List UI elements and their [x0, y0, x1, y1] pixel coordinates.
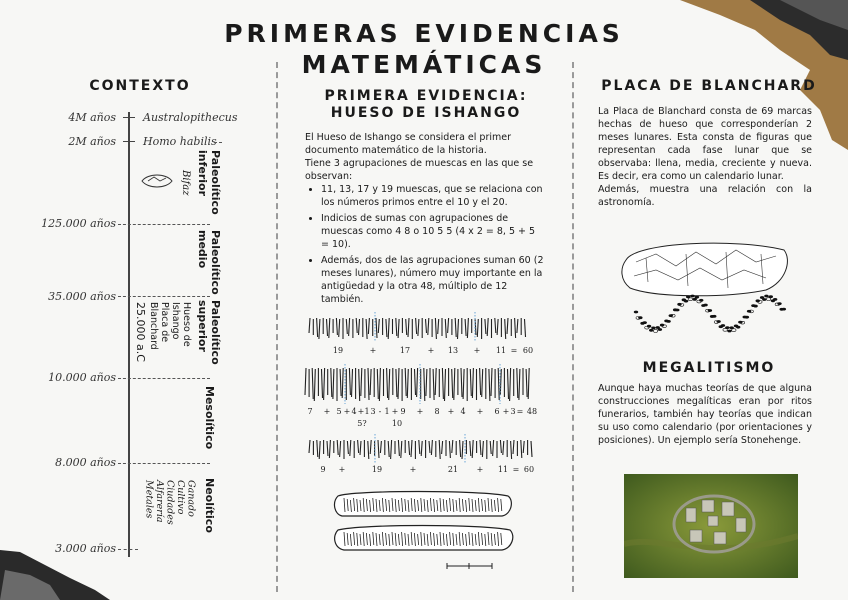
row2-number: 1: [384, 407, 390, 416]
plate-mark: [732, 329, 736, 332]
row1-total: 60: [522, 346, 534, 355]
notch-mark: [470, 369, 471, 396]
timeline-dash: [118, 378, 210, 379]
row2-plus: +: [357, 407, 365, 416]
plate-mark: [736, 326, 740, 329]
row2-equals: =: [516, 407, 524, 416]
blanchard-paragraph: La Placa de Blanchard consta de 69 marcas hechas de hueso que corresponderían 2 meses lunares. Esta consta de figuras que representan cada fase lunar que se observaba: llena, media, creciente y nueva. Es decir, era como un calendario lunar.: [598, 106, 812, 182]
notch-mark: [368, 368, 369, 400]
notch-mark: [531, 441, 532, 457]
notch-mark: [445, 369, 446, 401]
notch-mark: [460, 440, 461, 457]
notch-mark: [349, 368, 350, 395]
notch-mark: [487, 318, 488, 336]
notch-mark: [352, 369, 353, 397]
blanchard-text: [598, 105, 812, 209]
row3-number: 19: [371, 465, 383, 474]
plate-mark: [716, 320, 720, 323]
row1-plus: +: [473, 346, 481, 355]
row3-plus: +: [476, 465, 484, 474]
notch-mark: [340, 369, 341, 396]
row2-plus: +: [416, 407, 424, 416]
timeline-axis: [128, 112, 130, 557]
notch-mark: [503, 441, 504, 455]
ishango-notches-illustration: [300, 312, 550, 482]
page-title-line1: PRIMERAS EVIDENCIAS: [224, 19, 624, 48]
plate-mark: [634, 311, 638, 314]
notch-mark: [319, 319, 320, 339]
row1-equals: =: [510, 346, 518, 355]
column-separator-left: [276, 62, 278, 592]
ishango-heading: [288, 88, 564, 122]
notch-mark: [467, 318, 468, 338]
timeline-label-8000: 8.000 años: [55, 456, 116, 469]
notch-mark: [472, 440, 473, 458]
note-neolitico-items: Ganado Cultivo Ciudades Alfarería Metales: [143, 480, 197, 525]
note-superior-date: 25.000 a.C: [134, 302, 147, 362]
notch-mark: [368, 441, 369, 459]
notch-mark: [507, 318, 508, 334]
list-item: • 11, 13, 17 y 19 muescas, que se relaciona con los números primos entre el 10 y el 20.: [321, 183, 545, 209]
period-paleolitico-medio: Paleolítico medio: [196, 230, 222, 295]
period-paleolitico-inferior: Paleolítico inferior: [196, 150, 222, 215]
row1-number: 19: [332, 346, 344, 355]
row1-plus: +: [369, 346, 377, 355]
notch-mark: [438, 319, 439, 334]
notch-mark: [426, 369, 427, 396]
notch-mark: [322, 369, 323, 398]
row2-plus: +: [447, 407, 455, 416]
notch-mark: [376, 318, 377, 338]
plate-mark: [764, 295, 768, 298]
row3-plus: +: [338, 465, 346, 474]
row3-number: 11: [497, 465, 509, 474]
ishango-text: [305, 131, 545, 309]
row2-number: 6: [494, 407, 500, 416]
notch-mark: [309, 440, 310, 453]
notch-mark: [511, 441, 512, 459]
timeline-species-homo-habilis: Homo habilis: [143, 135, 217, 148]
row2-number: 3: [370, 407, 376, 416]
notch-mark: [377, 369, 378, 399]
notch-mark: [445, 319, 446, 338]
plate-mark: [658, 328, 662, 331]
notch-mark: [417, 368, 418, 397]
blanchard-paragraph2: Además, muestra una relación con la astronomía.: [598, 184, 812, 208]
plate-mark: [666, 320, 670, 323]
megalitismo-heading: MEGALITISMO: [642, 360, 776, 376]
notch-mark: [458, 319, 459, 339]
timeline-tick: [123, 117, 135, 118]
notch-mark: [342, 368, 343, 398]
notch-mark: [319, 441, 320, 459]
plate-mark: [708, 309, 712, 312]
page-title-line2: MATEMÁTICAS: [301, 50, 547, 79]
plate-mark: [782, 308, 786, 311]
notch-mark: [515, 318, 516, 338]
notch-mark: [337, 440, 338, 455]
notch-mark: [336, 318, 337, 335]
notch-mark: [356, 318, 357, 333]
plate-mark: [727, 330, 731, 333]
notch-mark: [329, 440, 330, 458]
plate-mark: [649, 329, 653, 332]
plate-mark: [703, 304, 707, 307]
timeline-dash: [118, 224, 210, 225]
notch-mark: [329, 318, 330, 338]
notch-mark: [359, 319, 360, 335]
notch-mark: [379, 368, 380, 401]
notch-mark: [500, 440, 501, 453]
notch-mark: [406, 319, 407, 335]
notch-mark: [490, 441, 491, 454]
plate-mark: [712, 315, 716, 318]
plate-mark: [699, 299, 703, 302]
notch-mark: [366, 319, 367, 339]
notch-mark: [470, 441, 471, 456]
ishango-bone-sketch: [332, 486, 517, 576]
notch-mark: [411, 440, 412, 457]
plate-mark: [675, 309, 679, 312]
row3-number: 9: [320, 465, 326, 474]
notch-mark: [489, 369, 490, 401]
notch-mark: [370, 440, 371, 454]
timeline-tick: [123, 141, 135, 142]
notch-mark: [378, 319, 379, 333]
notch-mark: [317, 318, 318, 337]
notch-mark: [521, 440, 522, 458]
timeline-dash: [118, 463, 210, 464]
notch-mark: [493, 440, 494, 456]
notch-mark: [505, 319, 506, 339]
notch-mark: [431, 440, 432, 455]
ishango-intro2: Tiene 3 agrupaciones de muescas en las que se observan:: [305, 158, 534, 182]
row1-number: 17: [399, 346, 411, 355]
contexto-heading: CONTEXTO: [89, 78, 191, 94]
notch-mark: [359, 369, 360, 401]
notch-mark: [508, 369, 509, 399]
notch-mark: [416, 318, 417, 334]
notch-mark: [407, 369, 408, 398]
timeline-label-10000: 10.000 años: [48, 371, 116, 384]
megalitismo-text: Aunque haya muchas teorías de que alguna construcciones megalíticas eran por ritos funerarios, también hay teorías que indican su uso como calendario (por orientaciones y posiciones). Un ejemplo sería Stonehenge.: [598, 383, 812, 446]
notch-mark: [525, 319, 526, 337]
row3-total: 60: [523, 465, 535, 474]
notch-mark: [480, 440, 481, 455]
plate-mark: [684, 300, 688, 303]
notch-mark: [442, 368, 443, 399]
row2-number: 5: [336, 407, 342, 416]
notch-mark: [350, 440, 351, 456]
notch-mark: [388, 318, 389, 339]
row1-number: 11: [495, 346, 507, 355]
notch-mark: [485, 319, 486, 334]
notch-mark: [370, 369, 371, 395]
row2-plus: +: [391, 407, 399, 416]
notch-mark: [517, 319, 518, 333]
plate-mark: [721, 324, 725, 327]
period-paleolitico-superior: Paleolítico superior: [196, 300, 222, 365]
notch-mark: [409, 441, 410, 455]
timeline-label-4m: 4M años: [68, 111, 116, 124]
notch-mark: [333, 369, 334, 399]
notch-mark: [339, 319, 340, 337]
notch-mark: [387, 368, 388, 398]
notch-mark: [497, 319, 498, 335]
notch-mark: [324, 368, 325, 400]
notch-mark: [465, 319, 466, 336]
notch-mark: [305, 368, 306, 395]
row2-under: 5?: [357, 419, 367, 428]
notch-mark: [424, 368, 425, 401]
notch-mark: [439, 440, 440, 459]
row2-number: 7: [307, 407, 313, 416]
timeline-label-125000: 125.000 años: [41, 217, 116, 230]
notch-mark: [426, 319, 427, 333]
plate-mark: [745, 316, 749, 319]
notch-mark: [327, 319, 328, 336]
row2-number: 8: [434, 407, 440, 416]
timeline-label-2m: 2M años: [68, 135, 116, 148]
ishango-bullets: [305, 183, 545, 306]
notch-mark: [477, 319, 478, 337]
notch-mark: [388, 441, 389, 457]
list-item: • Indicios de sumas con agrupaciones de muescas como 4 8 o 10 5 5 (4 x 2 = 8, 5 + 5 = 10).: [321, 212, 545, 251]
plate-mark: [690, 295, 694, 298]
notch-mark: [526, 369, 527, 397]
notch-mark: [347, 441, 348, 454]
notch-mark: [309, 318, 310, 333]
plate-mark: [777, 302, 781, 305]
notch-mark: [408, 318, 409, 337]
notch-mark: [327, 441, 328, 456]
notch-mark: [433, 369, 434, 400]
notch-mark: [475, 318, 476, 335]
notch-mark: [340, 441, 341, 457]
row1-number: 13: [447, 346, 459, 355]
notch-mark: [495, 318, 496, 333]
notch-mark: [312, 368, 313, 399]
notch-mark: [463, 369, 464, 399]
timeline-label-35000: 35.000 años: [48, 290, 116, 303]
notch-mark: [398, 319, 399, 338]
timeline-dash: [118, 296, 210, 297]
row2-total: 48: [526, 407, 538, 416]
ishango-heading-line2: HUESO DE ISHANGO: [330, 105, 522, 121]
notch-mark: [455, 318, 456, 337]
notch-mark: [442, 441, 443, 454]
notch-mark: [429, 441, 430, 453]
notch-mark: [452, 440, 453, 453]
notch-mark: [418, 319, 419, 336]
row1-plus: +: [427, 346, 435, 355]
notch-mark: [398, 368, 399, 399]
row3-number: 21: [447, 465, 459, 474]
timeline-label-3000: 3.000 años: [55, 542, 116, 555]
notch-mark: [378, 440, 379, 458]
row2-minus: -: [378, 407, 382, 416]
notch-mark: [513, 440, 514, 454]
row2-plus: +: [323, 407, 331, 416]
row2-number: 3: [510, 407, 516, 416]
plate-mark: [688, 298, 692, 301]
notch-mark: [498, 368, 499, 400]
ishango-heading-line1: PRIMERA EVIDENCIA:: [324, 88, 528, 104]
notch-mark: [528, 368, 529, 399]
row2-under: 10: [391, 419, 403, 428]
notch-mark: [452, 369, 453, 398]
timeline-species-australopithecus: Australopithecus: [143, 111, 238, 124]
row2-number: 4: [351, 407, 357, 416]
notch-mark: [389, 369, 390, 400]
notch-mark: [480, 368, 481, 395]
row3-equals: =: [512, 465, 520, 474]
plate-mark: [695, 296, 699, 299]
notch-mark: [519, 369, 520, 400]
notch-mark: [317, 440, 318, 457]
notch-mark: [428, 318, 429, 335]
notch-mark: [405, 368, 406, 396]
row2-plus: +: [476, 407, 484, 416]
notch-mark: [448, 318, 449, 333]
plate-mark: [651, 326, 655, 329]
biface-icon: [140, 172, 174, 190]
notch-mark: [523, 441, 524, 453]
period-mesolitico: Mesolítico: [203, 386, 216, 450]
notch-mark: [482, 369, 483, 397]
notch-mark: [349, 318, 350, 336]
notch-mark: [461, 368, 462, 397]
notch-mark: [472, 368, 473, 398]
notch-mark: [415, 369, 416, 395]
notch-mark: [482, 441, 483, 457]
notch-mark: [421, 441, 422, 456]
notch-mark: [419, 440, 420, 454]
plate-mark: [773, 298, 777, 301]
notch-mark: [331, 368, 332, 397]
row2-number: 4: [460, 407, 466, 416]
notch-mark: [361, 368, 362, 396]
notch-mark: [398, 440, 399, 456]
row3-plus: +: [409, 465, 417, 474]
notch-mark: [454, 368, 455, 400]
plate-mark: [653, 330, 657, 333]
notch-mark: [386, 319, 387, 337]
list-item: • Además, dos de las agrupaciones suman 60 (2 meses lunares), número muy importante en la antigüedad y la otra 48, múltiplo de 12 también.: [321, 254, 545, 306]
period-neolitico: Neolítico: [203, 478, 216, 533]
notch-mark: [491, 368, 492, 396]
stonehenge-photo: [624, 474, 798, 578]
page-title: [150, 18, 698, 80]
plate-mark: [725, 326, 729, 329]
notch-mark: [314, 369, 315, 401]
notch-mark: [346, 319, 347, 334]
notch-mark: [401, 441, 402, 458]
notch-mark: [396, 318, 397, 336]
row2-number: 9: [400, 407, 406, 416]
notch-mark: [462, 441, 463, 459]
notch-mark: [435, 318, 436, 339]
blanchard-heading: PLACA DE BLANCHARD: [601, 78, 817, 94]
plate-mark: [762, 298, 766, 301]
notch-mark: [358, 440, 359, 453]
notch-mark: [391, 440, 392, 459]
timeline-dash: [214, 142, 222, 143]
notch-mark: [449, 441, 450, 458]
blanchard-plate-sketch: [616, 232, 796, 350]
plate-mark: [647, 325, 651, 328]
ishango-intro: El Hueso de Ishango se considera el primer documento matemático de la historia.: [305, 132, 511, 156]
notch-mark: [435, 368, 436, 395]
column-separator-right: [572, 62, 574, 592]
note-superior-items: Hueso de Ishango Placa de Blanchard: [148, 302, 192, 350]
notch-mark: [368, 318, 369, 334]
notch-mark: [360, 441, 361, 455]
plate-mark: [642, 321, 646, 324]
plate-mark: [769, 295, 773, 298]
row2-plus: +: [343, 407, 351, 416]
timeline-dash: [118, 549, 138, 550]
notch-mark: [517, 368, 518, 398]
note-bifaz: Bifaz: [180, 170, 191, 196]
row2-number: 1: [364, 407, 370, 416]
notch-mark: [396, 369, 397, 397]
plate-mark: [766, 298, 770, 301]
plate-mark: [753, 305, 757, 308]
notch-mark: [380, 441, 381, 453]
row2-plus: +: [502, 407, 510, 416]
notch-mark: [510, 368, 511, 401]
plate-mark: [638, 316, 642, 319]
